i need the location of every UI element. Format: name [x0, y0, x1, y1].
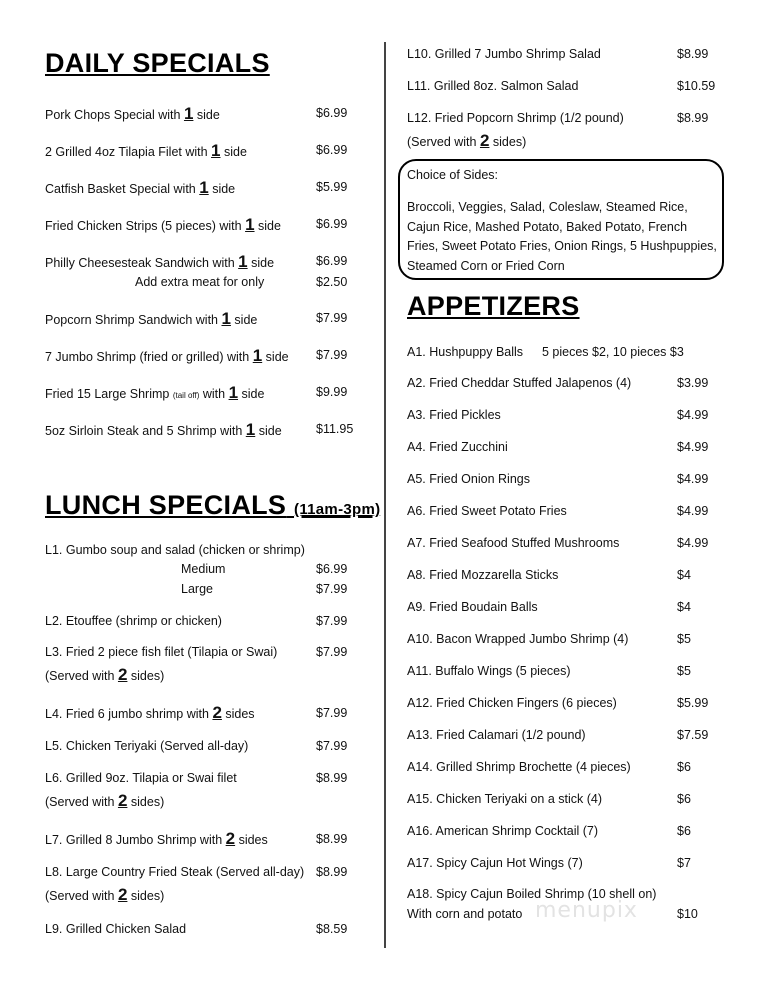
daily-item-price: $6.99 [316, 106, 348, 120]
appetizer-item: A5. Fried Onion Rings [407, 472, 530, 486]
lunch-item: L3. Fried 2 piece fish filet (Tilapia or Swai) [45, 645, 278, 659]
lunch-item-price: $8.99 [316, 865, 348, 879]
served-with-note: (Served with 2 sides) [45, 791, 165, 810]
appetizer-price: $6 [677, 760, 691, 774]
lunch-item: L2. Etouffee (shrimp or chicken) [45, 614, 222, 628]
lunch-item: L10. Grilled 7 Jumbo Shrimp Salad [407, 47, 601, 61]
choice-of-sides-box [398, 159, 724, 280]
appetizer-price: $4.99 [677, 536, 709, 550]
appetizer-item: A17. Spicy Cajun Hot Wings (7) [407, 856, 583, 870]
appetizer-price: $10 [677, 907, 698, 921]
daily-specials-heading: DAILY SPECIALS [45, 48, 270, 78]
sides-list: Broccoli, Veggies, Salad, Coleslaw, Steamed Rice, Cajun Rice, Mashed Potato, Baked Potato, French Fries, Sweet Potato Fries, Onion Rings, 5 Hushpuppies, Steamed Corn or Fried Corn [407, 200, 717, 273]
lunch-item-price: $8.59 [316, 922, 348, 936]
daily-item-price: $7.99 [316, 348, 348, 362]
appetizer-item: A16. American Shrimp Cocktail (7) [407, 824, 599, 838]
appetizer-item: A14. Grilled Shrimp Brochette (4 pieces) [407, 760, 631, 774]
appetizer-price: $4.99 [677, 472, 709, 486]
daily-item-price: $9.99 [316, 385, 348, 399]
appetizer-item: A11. Buffalo Wings (5 pieces) [407, 664, 571, 678]
daily-item: Philly Cheesesteak Sandwich with 1 side [45, 252, 275, 271]
appetizer-item: A8. Fried Mozzarella Sticks [407, 568, 559, 582]
appetizer-item: A15. Chicken Teriyaki on a stick (4) [407, 792, 602, 806]
lunch-item: L11. Grilled 8oz. Salmon Salad [407, 79, 579, 93]
lunch-specials-heading: LUNCH SPECIALS (11am-3pm) [45, 490, 381, 520]
appetizer-price: $5 [677, 664, 691, 678]
daily-item: Catfish Basket Special with 1 side [45, 178, 236, 197]
lunch-hours: (11am-3pm) [294, 501, 381, 518]
appetizer-item: A1. Hushpuppy Balls [407, 345, 524, 359]
lunch-item-price: $8.99 [316, 832, 348, 846]
appetizer-price: $4.99 [677, 408, 709, 422]
lunch-item-price: $8.99 [677, 111, 709, 125]
appetizer-item: A6. Fried Sweet Potato Fries [407, 504, 567, 518]
appetizer-price: $5 [677, 632, 691, 646]
daily-item-price: $7.99 [316, 311, 348, 325]
appetizer-price: $3.99 [677, 376, 709, 390]
daily-item-price: $11.95 [316, 422, 354, 436]
appetizer-price: 5 pieces $2, 10 pieces $3 [542, 345, 684, 359]
appetizer-price: $4 [677, 600, 691, 614]
appetizer-price: $4.99 [677, 440, 709, 454]
appetizers-heading: APPETIZERS [407, 291, 580, 321]
lunch-item-price: $8.99 [677, 47, 709, 61]
lunch-size-label: Large [181, 582, 213, 596]
served-with-note: (Served with 2 sides) [407, 131, 527, 150]
daily-item: 5oz Sirloin Steak and 5 Shrimp with 1 side [45, 420, 282, 439]
daily-item-price: $5.99 [316, 180, 348, 194]
lunch-item: L5. Chicken Teriyaki (Served all-day) [45, 739, 249, 753]
lunch-item: L7. Grilled 8 Jumbo Shrimp with 2 sides [45, 829, 268, 848]
daily-item-price: $6.99 [316, 217, 348, 231]
lunch-item-price: $10.59 [677, 79, 716, 93]
lunch-item-price: $7.99 [316, 645, 348, 659]
appetizer-item: A7. Fried Seafood Stuffed Mushrooms [407, 536, 620, 550]
lunch-item: L9. Grilled Chicken Salad [45, 922, 187, 936]
appetizer-item: A12. Fried Chicken Fingers (6 pieces) [407, 696, 617, 710]
lunch-item-price: $7.99 [316, 582, 348, 596]
daily-item: Popcorn Shrimp Sandwich with 1 side [45, 309, 258, 328]
daily-item-price: $6.99 [316, 143, 348, 157]
daily-item: Pork Chops Special with 1 side [45, 104, 220, 123]
appetizer-item: A2. Fried Cheddar Stuffed Jalapenos (4) [407, 376, 632, 390]
lunch-item-price: $7.99 [316, 706, 348, 720]
lunch-item: L12. Fried Popcorn Shrimp (1/2 pound) [407, 111, 624, 125]
lunch-item: L1. Gumbo soup and salad (chicken or shrimp) [45, 543, 305, 557]
appetizer-price: $7.59 [677, 728, 709, 742]
daily-item-price: $6.99 [316, 254, 348, 268]
served-with-note: (Served with 2 sides) [45, 885, 165, 904]
appetizer-item: A9. Fried Boudain Balls [407, 600, 538, 614]
appetizer-item-detail: With corn and potato [407, 907, 523, 921]
appetizer-price: $7 [677, 856, 691, 870]
appetizer-price: $4.99 [677, 504, 709, 518]
appetizer-price: $4 [677, 568, 691, 582]
daily-item: Fried 15 Large Shrimp (tail off) with 1 side [45, 383, 265, 402]
lunch-size-label: Medium [181, 562, 226, 576]
daily-item: Fried Chicken Strips (5 pieces) with 1 side [45, 215, 281, 234]
appetizer-item: A4. Fried Zucchini [407, 440, 508, 454]
appetizer-price: $5.99 [677, 696, 709, 710]
lunch-item: L6. Grilled 9oz. Tilapia or Swai filet [45, 771, 237, 785]
appetizer-price: $6 [677, 792, 691, 806]
daily-item: 7 Jumbo Shrimp (fried or grilled) with 1 side [45, 346, 289, 365]
extra-meat-price: $2.50 [316, 275, 348, 289]
sides-label: Choice of Sides: [407, 168, 499, 182]
lunch-item-price: $6.99 [316, 562, 348, 576]
daily-item: 2 Grilled 4oz Tilapia Filet with 1 side [45, 141, 247, 160]
lunch-item-price: $7.99 [316, 614, 348, 628]
watermark: menupix [535, 898, 638, 923]
lunch-item: L4. Fried 6 jumbo shrimp with 2 sides [45, 703, 255, 722]
lunch-item: L8. Large Country Fried Steak (Served all-day) [45, 865, 305, 879]
appetizer-item: A18. Spicy Cajun Boiled Shrimp (10 shell on) [407, 887, 657, 901]
appetizer-item: A10. Bacon Wrapped Jumbo Shrimp (4) [407, 632, 629, 646]
column-divider [384, 42, 386, 948]
appetizer-item: A3. Fried Pickles [407, 408, 501, 422]
served-with-note: (Served with 2 sides) [45, 665, 165, 684]
lunch-item-price: $8.99 [316, 771, 348, 785]
extra-meat-label: Add extra meat for only [135, 275, 265, 289]
lunch-item-price: $7.99 [316, 739, 348, 753]
appetizer-price: $6 [677, 824, 691, 838]
appetizer-item: A13. Fried Calamari (1/2 pound) [407, 728, 586, 742]
